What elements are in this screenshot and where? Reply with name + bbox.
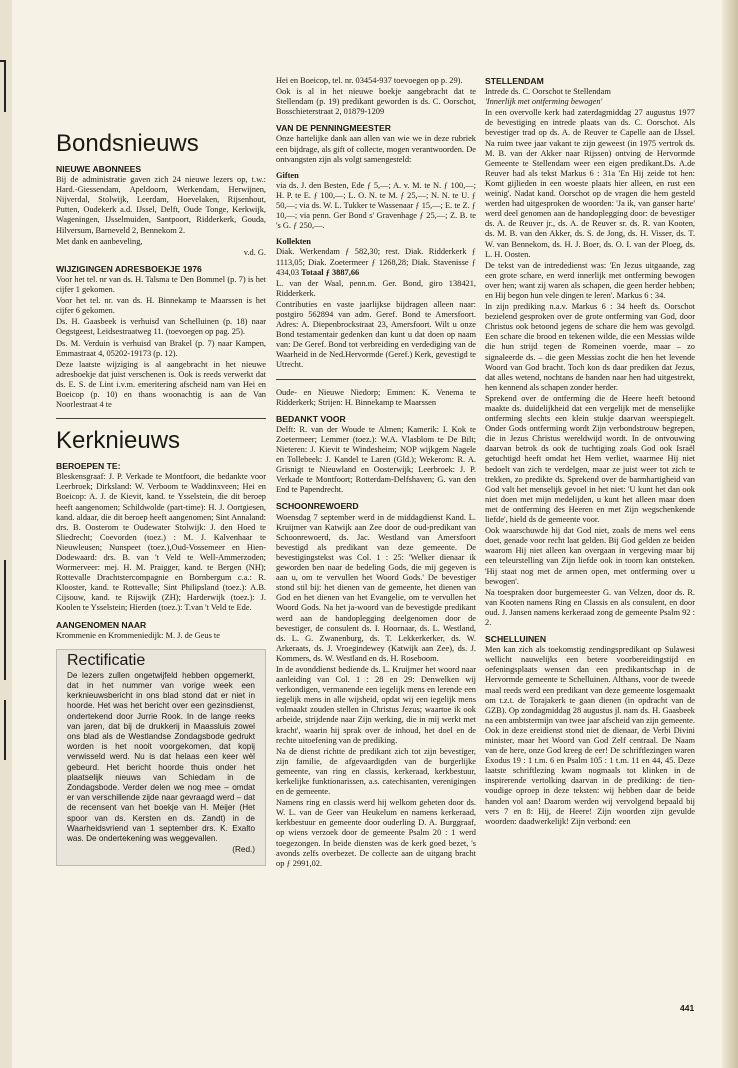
schoonrewoerd-p2: In de avonddienst bediende ds. L. Kruijmer het woord naar aanleiding van Col. 1 : 28 en 29: Denwelken wij verkondigen, vermanende een iegelijk mens en lerende een iegelijk mens in alle wijsheid, opdat wij een iegelijk mens volmaakt zouden stellen in Christus Jezus; waartoe ik ook arbeide, strijdende naar Zijn werking, die in mij werkt met kracht', waarin hij sprak over de inhoud, het doel en de rechte uitoefening van de prediking.: [276, 664, 476, 745]
stellendam-p5: Sprekend over de ontferming die de Heere heeft betoond maakte ds. duidelijkheid dat een vergelijk met de menselijke ontferming slechts een klein stukje daarvan weerspiegelt. Onder Gods ontferming wordt Zijn verbondstrouw begrepen, die in Jezus Christus wereldwijd wordt. In de ontvouwing daarvan betrok ds ook de tuchtiging zoals God ook Israël getuchtigd heeft omdat het Hem verliet, waarmee Hij niet bedoelt van zich te verdelgen, maar ze juist weer tot zich te trekken, zo predikte ds. Sprekend over de barmhartigheid van God valt het menselijk gevoel in het niet: 'U kunt het dan ook niet doen met mijn medelijden, u kunt het alleen maar doen met de ontferming des Heeren en met Zijn wegschenkende liefde', hield ds de gemeente voor.: [485, 393, 695, 525]
wijzigingen-cont-p2: Ook is al in het nieuwe boekje aangebracht dat te Stellendam (p. 19) predikant geworden is ds. C. Oorschot, Bosschieterstraat 2, 01879-1209: [276, 87, 476, 117]
bedankt-text: Delft: R. van der Woude te Almen; Kamerik: I. Kok te Zoetermeer; Lemmer (toez.): W.A. Vlasblom te De Bilt; Nieteren: J. Kievit te Windesheim; NOP wijkgem Nagele en Tollebeek: J. Kandel te Laren (Gld.); Wekerom: R. A. Grisnigt te Nieuwland en Oosterwijk; Leerbroek: J. P. Verkade te Montfoort; Rotterdam-Delfshaven; G. van den End te Papendrecht.: [276, 424, 476, 495]
margin-tick: [0, 60, 6, 62]
giften-text: via ds. J. den Besten, Ede ƒ 5,—; A. v. M. te N. ƒ 100,—; H. P. te E. ƒ 100,—; L. O. N. te M. ƒ 25,—; N. N. te U. ƒ 50,—; via ds. W. L. Tukker te Wassenaar ƒ 15,—; E. te Z. ƒ 10,—; via penn. Ger Bond s' Gravenhage ƒ 25,—; Z. B. te 's G. ƒ 250,—.: [276, 180, 476, 231]
penningmeester-heading: VAN DE PENNINGMEESTER: [276, 123, 391, 134]
stellendam-p3: De tekst van de intrededienst was: 'En Jezus uitgaande, zag een grote schare, en werd innerlijk met ontferming bewogen over hen; want zij waren als schapen, die geen herder hebben; en Hij begon hun vele dingen te leren'. Markus 6 : 34.: [485, 260, 695, 300]
margin-bracket: [4, 60, 6, 112]
wijzigingen-p2: Voor het tel. nr. van ds. H. Binnekamp te Maarssen is het cijfer 6 gekomen.: [56, 296, 266, 316]
schelluinen-text: Men kan zich als toekomstig zendingspredikant op Sulawesi wellicht nauwelijks een betere voorbereidingstijd en oefeningsplaats wensen dan een predikantschap in de Hervormde gemeente te Schelluinen. Althans, voor de tweede maal reeds werd een predikant van deze gemeente losgemaakt om t.z.t. de Torajakerk te gaan dienen (in opdracht van de GZB). Op zondagmiddag 28 augustus jl. nam ds. H. Gaasbeek na een ambtstermijn van twee jaar afscheid van zijn gemeente. Ook in deze ereidienst stond niet de dienaar, de Verbi Divini minister, maar het Woord van God Zelf centraal. De Naam van de here, onze God kreeg de eer! De schriftlezingen waren Exodus 19 : 1 t.m. 6 en Psalm 105 : 1 t.m. 11 en 44, 45. Deze laatste schriftlezing kwam nogmaals tot klinken in de inspirerende vertolking daarvan in de prediking: de tien-voudige oproep in deze teksten: wij hebben daar de beide handen vol aan! Daarom werden wij vervolgend bepaald bij vers 7 en 8: Hij, de Heere! Zijn woorden zijn gevulde woorden: daadwerkelijk! Zijn verbond: een: [485, 645, 695, 826]
aangenomen-text: Krommenie en Krommeniedijk: M. J. de Geus te: [56, 630, 220, 640]
wijzigingen-p1: Voor het tel. nr van ds. H. Talsma te Den Bommel (p. 7) is het cijfer 1 gekomen.: [56, 274, 266, 295]
rectificatie-text: De lezers zullen ongetwijfeld hebben opgemerkt, dat in het nummer van vorige week een kerknieuwsbericht in ons blad stond dat er niet in hoorde. Het was het bericht over een gezinsdienst, ondertekend door Jurrie Rook. In de lange reeks van jaren, dat bij de drukkerij in Maassluis zowel ons blad als de Westlandse Zondagsbode gedrukt worden is het nooit voorgekomen, dat kopij verwisseld werd. Nu is dat helaas een keer wèl gebeurd. Het bericht hoorde thuis onder het plaatselijk nieuws van Schiedam in de Zondagsbode. Verder delen we nog mee – omdat er van verschillende zijde naar gevraagd werd – dat de recensent van het boekje van H. Meijer (Het spoor van ds. Kersten en ds. Zandt) in de Waarheidsvriend van 1 september drs. K. Exalto was. De ondertekening was weggevallen.: [67, 670, 255, 844]
stellendam-p6: Ook waarschuwde hij dat God niet, zoals de mens wel eens doet, genade voor recht laat gelden. Bij God gelden ze beiden waarom Hij niet alleen kan overgaan in vergeving maar bij een teleurstelling van Zijn liefde ook in toorn kan ontsteken. 'Hij staat nog met de armen open, met ontferming over u bewogen'.: [485, 526, 695, 586]
penningmeester-text: Onze hartelijke dank aan allen van wie we in deze rubriek een bijdrage, als gift of collecte, mogen verantwoorden. De ontvangsten zijn als volgt samengesteld:: [276, 134, 476, 164]
schoonrewoerd-heading: SCHOONREWOERD: [276, 501, 359, 512]
section-divider: [56, 418, 266, 419]
kollekten-list: Diak. Werkendam ƒ 582,30; rest. Diak. Ridderkerk ƒ 1113,05; Diak. Zoetermeer ƒ 1268,28; Diak. Stavenisse ƒ 434,03: [276, 247, 476, 277]
stellendam-heading: STELLENDAM: [485, 76, 544, 86]
page-margin-shadow: [0, 0, 12, 1068]
wijzigingen-heading: WIJZIGINGEN ADRESBOEKJE 1976: [56, 263, 202, 274]
wijzigingen-cont-p1: Hei en Boeicop, tel. nr. 03454-937 toevoegen op p. 29).: [276, 76, 463, 85]
abonnees-thanks: Met dank en aanbeveling,: [56, 236, 143, 246]
stellendam-p4: In zijn prediking n.a.v. Markus 6 : 34 heeft ds. Oorschot bezielend gesproken over de grote ontferming van God, door Christus ook betoond jegens de schare die hem was gevolgd. Een schare die brood en tekenen wilde, die een Messias wilde die hun strijd tegen de Romeinen voerde, maar – zo signaleerde ds. – die geen Messias zocht die hen het levende Woord van God bracht. Toch kon ds daar prediken dat Jezus, dat alles wetend, nochtans de handen naar hen had uitgestrekt, hen kennend als schapen zonder herder.: [485, 302, 695, 392]
schelluinen-heading: SCHELLUINEN: [485, 634, 547, 645]
column-right: [485, 76, 695, 828]
bondsnieuws-title: Bondsnieuws: [56, 130, 199, 157]
column-left: [56, 130, 266, 866]
aangenomen-heading: AANGENOMEN NAAR: [56, 619, 147, 630]
beroepen-heading: BEROEPEN TE:: [56, 461, 121, 472]
stellendam-p7: Na toespraken door burgemeester G. van Velzen, door ds. R. van Kooten namens Ring en Classis en als consulent, en door oud. J. Jansen namens kerkeraad zong de gemeente Psalm 92 : 2.: [485, 587, 695, 627]
rectificatie-title: Rectificatie: [67, 651, 146, 669]
rectificatie-signature: (Red.): [232, 845, 255, 855]
schoonrewoerd-p3: Na de dienst richtte de predikant zich tot zijn bevestiger, zijn familie, de afgevaardigden van de burgerlijke gemeente, van ring en classis, kerkeraad, kerkbestuur, kerkelijke funktionarissen, a.s. catechisanten, verenigingen en de gemeente.: [276, 746, 476, 797]
page-number: 441: [680, 1003, 695, 1013]
penningmeester-name: L. van der Waal, penn.m. Ger. Bond, giro 138421, Ridderkerk.: [276, 278, 476, 298]
abonnees-heading: NIEUWE ABONNEES: [56, 164, 142, 174]
margin-bracket: [4, 700, 6, 760]
schoonrewoerd-p1: Woensdag 7 september werd in de middagdienst Kand. L. Kruijmer van Katwijk aan Zee door de oud-predikant van Schoonrewoerd, ds. Jac. Westland van Amersfoort bevestigd als predikant van deze gemeente. De bevestigingstekst was Col. 1 : 25: 'Welker dienaar ik geworden ben naar de bedeling Gods, die mij gegeven is aan u, om te vervullen het Woord Gods.' De bevestiger stond stil bij: het dienen van de gemeente, het dienen van God en het dienen van het Evangelie, om te vervullen het Woord Gods. Na het ja-woord van de bevestigde predikant werd aan de handoplegging deelgenomen door de bevestiger, de consulent ds. I. Hoornaar, ds. L. Westland, ds. L. G. Zwanenburg, ds. T. Lekkerkerker, ds. W. Arkeraats, ds. J. Vroegindewey (Katwijk aan Zee), ds. J. Kommers, ds. W. Westland en ds. H. Roseboom.: [276, 512, 476, 663]
schoonrewoerd-p4: Namens ring en classis werd hij welkom geheten door ds. W. L. van de Geer van Heukelum en namens kerkeraad, kerkbestuur en gemeente door ouderling D. A. Burggraaf, op wiens verzoek door de gemeente Psalm 20 : 1 werd toegezongen. In beide diensten was de kerk goed bezet, 's avonds zelfs overbezet. De collecte aan de uitgang bracht op ƒ 2991,02.: [276, 798, 476, 868]
beroepen-text: Bleskensgraaf: J. P. Verkade te Montfoort, die bedankte voor Leerbroek; Dirksland: W. Verboom te Waddinxveen; Hei en Boeicop: A. J. de Kievit, kand. te Ysselstein, die dit beroep heeft aangenomen; Schildwolde (part-time): H. J. Oortgiesen, kand. aldaar, die dit beroep heeft aangenomen; Sint Annaland: drs. B. Oosterom te Oudewater Stolwijk: J. den Hoed te Sliedrecht; Coevorden (toez.) : M. J. Kalvenhaar te Nieuwleusen; Nunspeet (toez.),Oud-Vossemeer en Hien-Dodewaard: drs. B. van 't Veld te Well-Ammerzoden; Wormerveer: mej. H. M. Praigger, kand. te Bergen (NH); Rottevalle Drachtstercompagnie en Bornbergum c.a.: R. Klooster, kand. te Rottevalle; Sint Philipsland (toez.): A.B. Cijsouw, kand. te Rijswijk (ZH); Harderwijk (toez.): J. Koolen te Ysselstein; Hierden (toez.): T.van 't Veld te Ede.: [56, 472, 266, 613]
section-divider: [276, 379, 476, 380]
kerknieuws-title: Kerknieuws: [56, 427, 181, 455]
wijzigingen-p4: Ds. M. Verduin is verhuisd van Brakel (p. 7) naar Kampen, Emmastraat 4, 05202-19173 (p. 12).: [56, 338, 266, 358]
rectificatie-box: [56, 649, 266, 866]
stellendam-intro: Intrede ds. C. Oorschot te Stellendam: [485, 87, 611, 97]
bedankt-heading: BEDANKT VOOR: [276, 413, 346, 424]
contributies-text: Contributies en vaste jaarlijkse bijdragen alleen naar: postgiro 562894 van adm. Geref. Bond te Amersfoort. Adres: A. Diepenbrockstraat 23, Amersfoort. Wilt u onze Bond testamentair gedenken dan kunt u dat doen op naam van: De Geref. Bond tot verbreiding en verdediging van de Waarheid in de Ned.Hervormde (Geref.) Kerk, gevestigd te Utrecht.: [276, 299, 476, 370]
page-spine-shadow: [722, 0, 738, 1068]
stellendam-subtitle: 'Innerlijk met ontferming bewogen': [485, 97, 603, 107]
abonnees-signature: v.d. G.: [243, 247, 266, 257]
margin-bracket: [4, 560, 6, 680]
abonnees-text: Bij de administratie gaven zich 24 nieuwe lezers op, t.w.: Hard.-Giessendam, Apeldoorn, Werkendam, Herwijnen, Nijverdal, Stolwijk, Leerdam, Hoevelaken, Rijsenhout, Putten, Oudekerk a.d. IJssel, Delft, Oude Tonge, Kerkwijk, Wageningen, IJsselmuiden, Santpoort, Ridderkerk, Gouda, Hilversum, Barneveld 2, Bennekom 2.: [56, 175, 266, 235]
kollekten-heading: Kollekten: [276, 237, 311, 247]
kollekten-text: [276, 247, 476, 277]
beroepen-cont: Oude- en Nieuwe Niedorp; Emmen: K. Venema te Ridderkerk; Strijen: H. Binnekamp te Maarssen: [276, 387, 476, 407]
wijzigingen-p5: Deze laatste wijziging is al aangebracht in het nieuwe adresboekje dat juist verschenen is. Ook is reeds verwerkt dat ds. E. S. de Lint i.v.m. emeritering afscheid nam van Hei en Boeicop (p. 10) en thans woonachtig is aan de Van Noorlestraat 4 te: [56, 359, 266, 410]
stellendam-p2: In een overvolle kerk had zaterdagmiddag 27 augustus 1977 de bevestiging en intrede plaats van ds. C. Oorschot. Als bevestiger trad op ds. A. de Reuver te Capelle aan de IJssel. Na ruim twee jaar vakant te zijn geweest (in 1975 vertrok ds. M. B. van der Akker naar Rijssen) ontving de Hervormde Gemeente te Stellendam weer een eigen predikant.Ds. A.de Reuver had als tekst Markus 6 : 31a 'En Hij zeide tot hen: Komt gijlieden in een woeste plaats hier alleen, en rust een weinig'. Nadat kand. Oorschot op de vragen die hem gesteld werden had uitgesproken de woorden: 'Ja ik, van ganser harte' werd deel genomen aan de handoplegging door: de bevestiger ds. A. de Reuver jr., ds. A. de Reuver sr. ds. R. van Kooten, ds. M. B. van den Akker, ds. S. de Jong, ds. H. Visser, ds. T. W. van Bennekom, ds. H. J. Boer, ds. O. I. van der Ploeg, ds. L. H. Oosten.: [485, 108, 695, 259]
kollekten-total: Totaal ƒ 3887,66: [301, 267, 360, 277]
wijzigingen-p3: Ds. H. Gaasbeek is verhuisd van Schelluinen (p. 18) naar Oegstgeest, Leidsestraatweg 11. (toevoegen op pag. 25).: [56, 317, 266, 337]
column-middle: [276, 76, 476, 870]
giften-heading: Giften: [276, 170, 299, 180]
